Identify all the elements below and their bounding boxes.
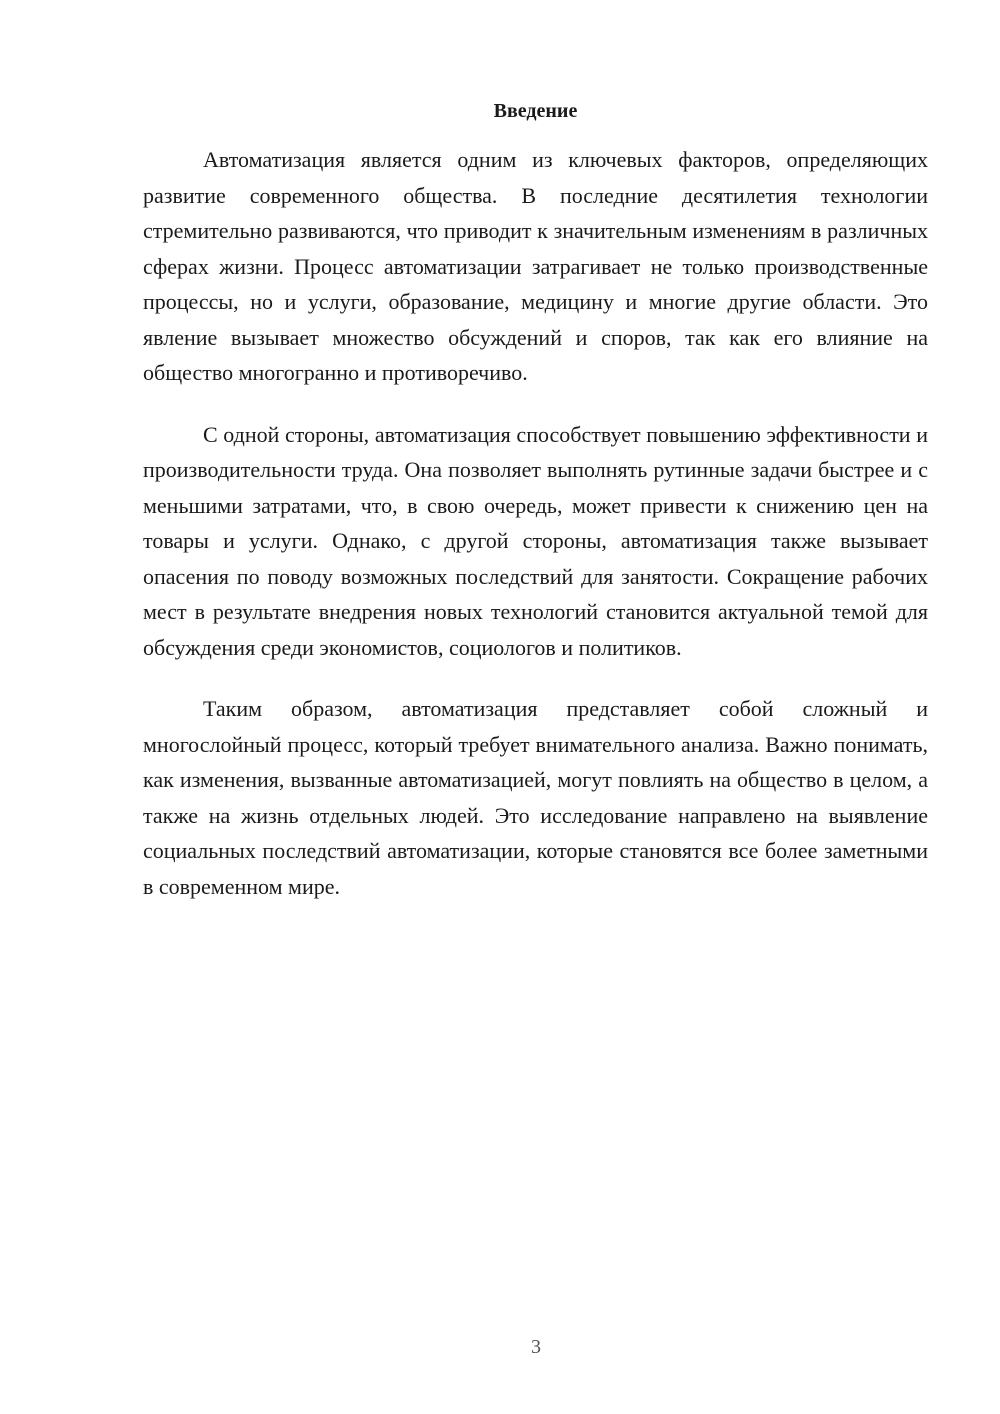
paragraph-3: Таким образом, автоматизация представляет собой сложный и многослойный процесс, который требует внимательного анализа. Важно понимать, как изменения, вызванные автоматизацией, могут повлиять на общество в целом, а также на жизнь отдельных людей. Это исследование направлено на выявление социальных последствий автоматизации, которые становятся все более заметными в современном мире. (143, 696, 928, 899)
page-number: 3 (531, 1336, 541, 1358)
body-text (143, 142, 928, 930)
section-heading: Введение (493, 100, 578, 122)
paragraph-1: Автоматизация является одним из ключевых факторов, определяющих развитие современного общества. В последние десятилетия технологии стремительно развиваются, что приводит к значительным изменениям в различных сферах жизни. Процесс автоматизации затрагивает не только производственные процессы, но и услуги, образование, медицину и многие другие области. Это явление вызывает множество обсуждений и споров, так как его влияние на общество многогранно и противоречиво. (143, 147, 928, 385)
paragraph-2: С одной стороны, автоматизация способствует повышению эффективности и производительности труда. Она позволяет выполнять рутинные задачи быстрее и с меньшими затратами, что, в свою очередь, может привести к снижению цен на товары и услуги. Однако, с другой стороны, автоматизация также вызывает опасения по поводу возможных последствий для занятости. Сокращение рабочих мест в результате внедрения новых технологий становится актуальной темой для обсуждения среди экономистов, социологов и политиков. (143, 421, 928, 660)
